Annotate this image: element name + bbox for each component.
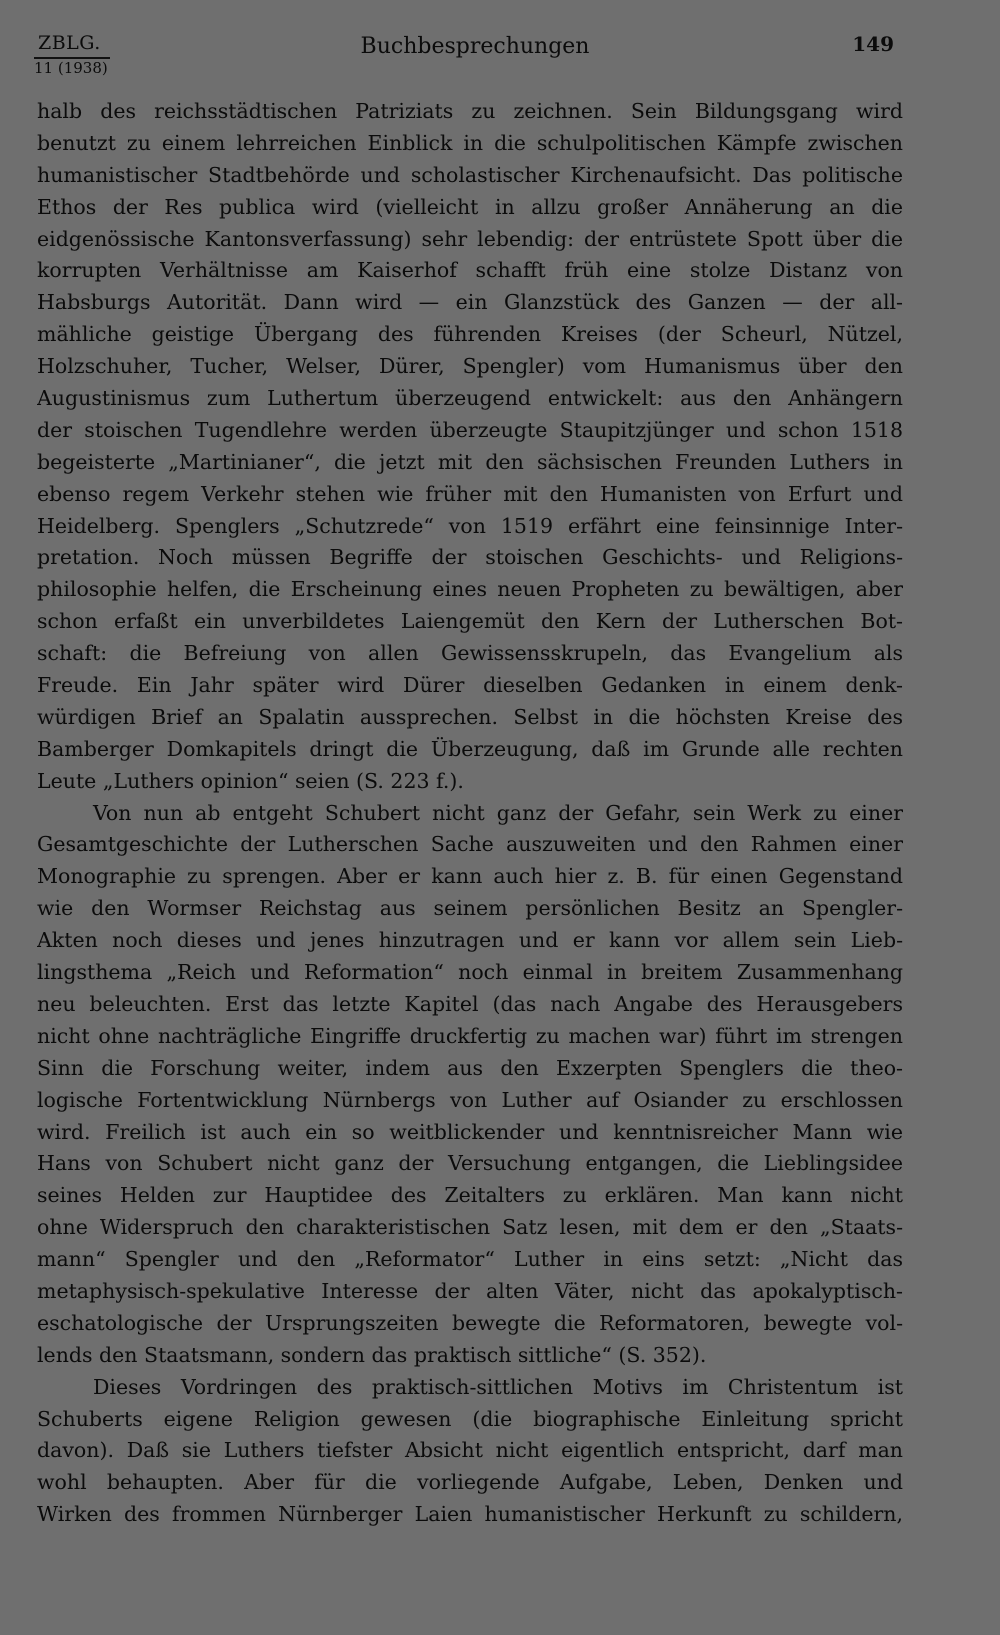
text-line: wie den Wormser Reichstag aus seinem persönlichen Besitz an Spengler- bbox=[37, 896, 903, 921]
text-line: eschatologische der Ursprungszeiten bewegte die Reformatoren, bewegte vol- bbox=[37, 1310, 903, 1335]
text-line: Hans von Schubert nicht ganz der Versuchung entgangen, die Lieblingsidee bbox=[37, 1151, 903, 1176]
text-line: Gesamtgeschichte der Lutherschen Sache auszuweiten und den Rahmen einer bbox=[37, 832, 903, 857]
running-title: Buchbesprechungen bbox=[360, 34, 590, 59]
text-line: der stoischen Tugendlehre werden überzeugte Staupitzjünger und schon 1518 bbox=[37, 417, 903, 442]
text-line: logische Fortentwicklung Nürnbergs von Luther auf Osiander zu erschlossen bbox=[37, 1087, 903, 1112]
text-line: schon erfaßt ein unverbildetes Laiengemüt den Kern der Lutherschen Bot- bbox=[37, 609, 903, 634]
text-line: Schuberts eigene Religion gewesen (die biographische Einleitung spricht bbox=[37, 1406, 903, 1431]
text-line: begeisterte „Martinianer“, die jetzt mit den sächsischen Freunden Luthers in bbox=[37, 449, 903, 474]
text-line: Sinn die Forschung weiter, indem aus den Exzerpten Spenglers die theo- bbox=[37, 1055, 903, 1080]
text-line: halb des reichsstädtischen Patriziats zu zeichnen. Sein Bildungsgang wird bbox=[37, 99, 903, 123]
text-line: davon). Daß sie Luthers tiefster Absicht nicht eigentlich entspricht, darf man bbox=[37, 1438, 903, 1463]
text-line: Augustinismus zum Luthertum überzeugend entwickelt: aus den Anhängern bbox=[37, 386, 903, 411]
text-line: seines Helden zur Hauptidee des Zeitalters zu erklären. Man kann nicht bbox=[37, 1183, 903, 1208]
journal-abbreviation: ZBLG. bbox=[38, 32, 101, 54]
text-line: nicht ohne nachträgliche Eingriffe druckfertig zu machen war) führt im strengen bbox=[37, 1023, 903, 1048]
text-line: würdigen Brief an Spalatin aussprechen. Selbst in die höchsten Kreise des bbox=[37, 704, 903, 729]
text-line: mähliche geistige Übergang des führenden Kreises (der Scheurl, Nützel, bbox=[37, 322, 903, 347]
text-line: korrupten Verhältnisse am Kaiserhof schafft früh eine stolze Distanz von bbox=[37, 258, 903, 283]
text-line: wird. Freilich ist auch ein so weitblickender und kenntnisreicher Mann wie bbox=[37, 1119, 903, 1144]
text-line: Ethos der Res publica wird (vielleicht in allzu großer Annäherung an die bbox=[37, 194, 903, 219]
text-line: lingsthema „Reich und Reformation“ noch einmal in breitem Zusammenhang bbox=[37, 960, 903, 985]
page-number: 149 bbox=[852, 32, 894, 56]
text-line: pretation. Noch müssen Begriffe der stoischen Geschichts- und Religions- bbox=[37, 545, 903, 570]
text-line: wohl behaupten. Aber für die vorliegende Aufgabe, Leben, Denken und bbox=[37, 1470, 903, 1495]
text-line: Dieses Vordringen des praktisch-sittlichen Motivs im Christentum ist bbox=[93, 1374, 903, 1399]
text-line: benutzt zu einem lehrreichen Einblick in die schulpolitischen Kämpfe zwischen bbox=[37, 130, 903, 155]
body-text bbox=[37, 96, 903, 1531]
text-line: Monographie zu sprengen. Aber er kann auch hier z. B. für einen Gegenstand bbox=[37, 864, 903, 889]
text-line: Heidelberg. Spenglers „Schutzrede“ von 1519 erfährt eine feinsinnige Inter- bbox=[37, 513, 903, 538]
text-line: humanistischer Stadtbehörde und scholastischer Kirchenaufsicht. Das politische bbox=[37, 162, 903, 187]
text-line: schaft: die Befreiung von allen Gewissensskrupeln, das Evangelium als bbox=[37, 641, 903, 666]
text-line: Holzschuher, Tucher, Welser, Dürer, Spengler) vom Humanismus über den bbox=[37, 354, 903, 379]
text-line: Von nun ab entgeht Schubert nicht ganz der Gefahr, sein Werk zu einer bbox=[93, 800, 903, 825]
journal-volume: 11 (1938) bbox=[34, 59, 108, 77]
text-line: philosophie helfen, die Erscheinung eines neuen Propheten zu bewältigen, aber bbox=[37, 577, 903, 602]
text-line: Wirken des frommen Nürnberger Laien humanistischer Herkunft zu schildern, bbox=[37, 1502, 903, 1527]
text-line: Freude. Ein Jahr später wird Dürer dieselben Gedanken in einem denk- bbox=[37, 673, 903, 698]
text-line: ebenso regem Verkehr stehen wie früher mit den Humanisten von Erfurt und bbox=[37, 481, 903, 506]
text-line: lends den Staatsmann, sondern das praktisch sittliche“ (S. 352). bbox=[37, 1342, 707, 1367]
text-line: mann“ Spengler und den „Reformator“ Luther in eins setzt: „Nicht das bbox=[37, 1247, 903, 1272]
text-line: Bamberger Domkapitels dringt die Überzeugung, daß im Grunde alle rechten bbox=[37, 736, 903, 761]
text-line: metaphysisch-spekulative Interesse der alten Väter, nicht das apokalyptisch- bbox=[37, 1278, 903, 1303]
text-line: ohne Widerspruch den charakteristischen Satz lesen, mit dem er den „Staats- bbox=[37, 1215, 903, 1240]
text-line: Leute „Luthers opinion“ seien (S. 223 f.). bbox=[37, 768, 464, 793]
text-line: eidgenössische Kantonsverfassung) sehr lebendig: der entrüstete Spott über die bbox=[37, 226, 903, 251]
text-line: neu beleuchten. Erst das letzte Kapitel (das nach Angabe des Herausgebers bbox=[37, 991, 903, 1016]
text-line: Habsburgs Autorität. Dann wird — ein Glanzstück des Ganzen — der all- bbox=[37, 290, 903, 315]
text-line: Akten noch dieses und jenes hinzutragen und er kann vor allem sein Lieb- bbox=[37, 928, 903, 953]
